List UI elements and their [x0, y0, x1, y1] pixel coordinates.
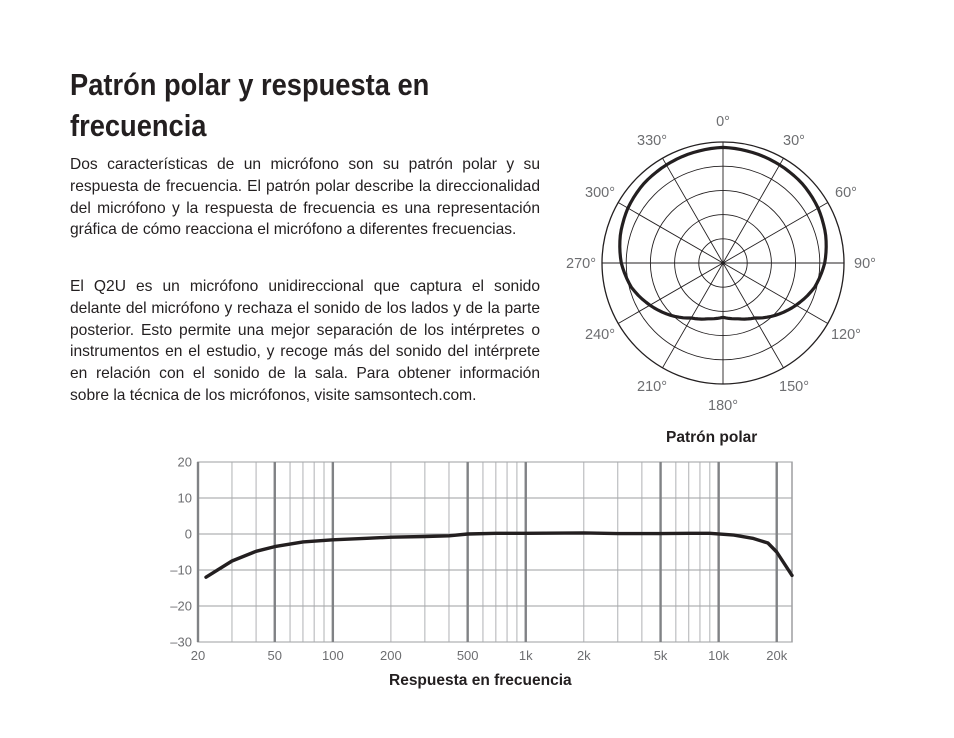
- frequency-response-curve: [206, 533, 792, 577]
- page-title: Patrón polar y respuesta en frecuencia: [70, 67, 430, 143]
- polar-angle-label: 330°: [637, 133, 667, 150]
- polar-angle-label: 180°: [708, 398, 738, 414]
- polar-angle-label: 210°: [637, 378, 667, 395]
- frequency-y-tick-label: –10: [170, 562, 192, 578]
- frequency-x-tick-labels: [191, 648, 788, 663]
- polar-angle-label: 90°: [854, 256, 876, 272]
- frequency-y-tick-label: –20: [170, 598, 192, 614]
- frequency-grid: [198, 462, 792, 642]
- polar-angle-label: 30°: [783, 133, 805, 150]
- polar-grid: [602, 142, 844, 384]
- frequency-y-tick-labels: [170, 455, 192, 650]
- frequency-y-tick-label: 10: [177, 490, 192, 506]
- frequency-x-tick-label: 50: [267, 648, 283, 663]
- polar-angle-label: 300°: [585, 185, 616, 201]
- frequency-y-tick-label: 0: [184, 526, 192, 542]
- frequency-response-chart: [160, 448, 800, 668]
- polar-angle-label: 0°: [716, 114, 730, 130]
- frequency-x-tick-label: 10k: [708, 648, 730, 663]
- polar-angle-label: 60°: [835, 185, 857, 201]
- polar-angle-label: 150°: [779, 378, 809, 395]
- frequency-x-tick-label: 500: [456, 648, 479, 663]
- intro-paragraph: Dos características de un micrófono son su patrón polar y su respuesta de frecuencia. El patrón polar describe la direccionalidad del micrófono y la respuesta de frecuencia es una representación gráfica de cómo reacciona el micrófono a diferentes frecuencias.: [70, 156, 540, 239]
- frequency-x-tick-label: 5k: [653, 648, 668, 663]
- polar-angle-label: 120°: [830, 327, 861, 343]
- polar-chart-caption: Patrón polar: [666, 429, 758, 446]
- frequency-x-tick-label: 200: [380, 648, 402, 663]
- polar-angle-label: 240°: [585, 327, 616, 343]
- frequency-y-tick-label: 20: [177, 454, 192, 470]
- polar-pattern-chart: [550, 108, 900, 426]
- product-paragraph: El Q2U es un micrófono unidireccional que captura el sonido delante del micrófono y rechaza el sonido de los lados y de la parte posterior. Esto permite una mejor separación de los intérpretes o instrumentos en el estudio, y recoge más del sonido del intérprete en relación con el sonido de la sala. Para obtener información sobre la técnica de los micrófonos, visite samsontech.com.: [70, 278, 540, 404]
- frequency-x-tick-label: 20: [190, 648, 206, 663]
- frequency-x-tick-label: 20k: [766, 648, 788, 663]
- frequency-x-tick-label: 2k: [576, 648, 591, 663]
- frequency-y-tick-label: –30: [170, 634, 192, 650]
- frequency-x-tick-label: 100: [321, 648, 344, 663]
- frequency-chart-caption: Respuesta en frecuencia: [389, 672, 572, 689]
- frequency-x-tick-label: 1k: [518, 648, 533, 663]
- polar-angle-label: 270°: [566, 256, 596, 272]
- frequency-plot-frame: [198, 462, 792, 642]
